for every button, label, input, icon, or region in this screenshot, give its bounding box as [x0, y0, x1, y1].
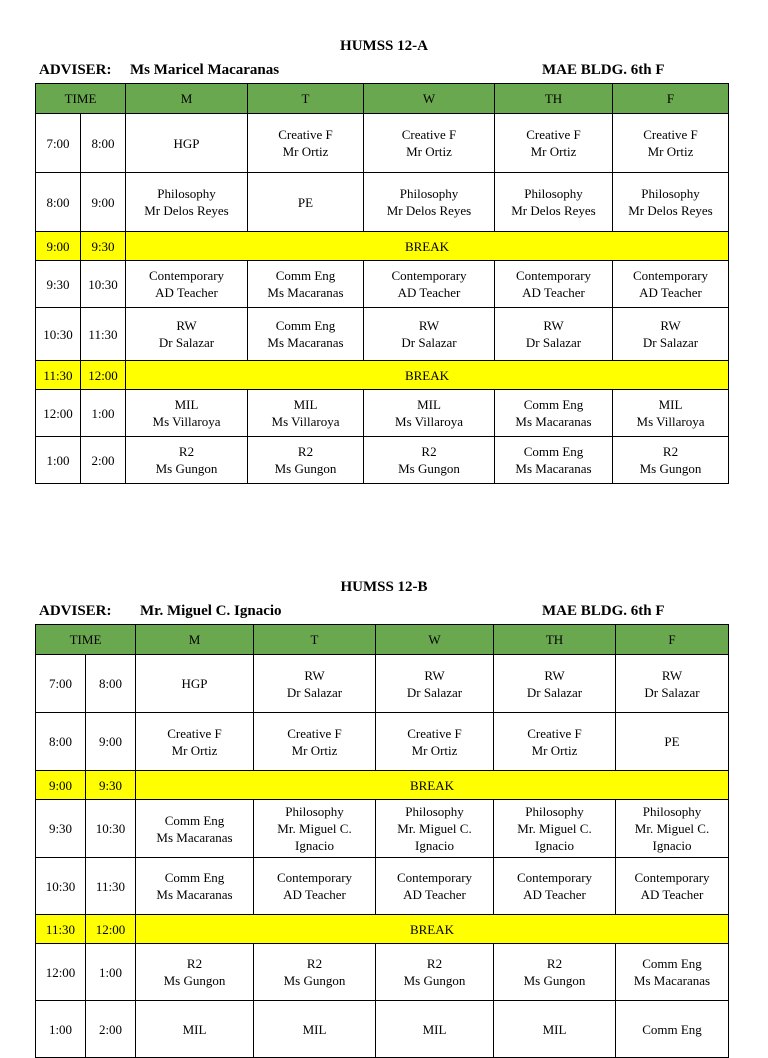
schedule-row	[36, 713, 729, 771]
class-cell	[248, 261, 364, 308]
subject-name: Comm Eng	[164, 812, 225, 828]
header-row	[36, 84, 729, 114]
teacher-name: AD Teacher	[522, 285, 585, 300]
end-time-cell: 10:30	[81, 261, 126, 308]
start-time-cell: 11:30	[36, 361, 81, 390]
break-row	[36, 915, 729, 944]
teacher-name: Ms Gungon	[523, 973, 586, 988]
class-cell	[494, 858, 616, 915]
teacher-name: AD Teacher	[397, 285, 461, 300]
subject-name: Comm Eng	[275, 318, 336, 333]
subject-name: MIL	[293, 397, 318, 412]
class-cell	[616, 1001, 729, 1058]
class-cell	[613, 390, 729, 437]
subject-name: Philosophy	[399, 186, 459, 201]
teacher-name: Mr Ortiz	[531, 742, 578, 758]
day-header: M	[136, 625, 254, 655]
subject-name: Philosophy	[524, 186, 583, 201]
teacher-name: Ms Gungon	[155, 461, 218, 476]
subject-name: Creative F	[167, 725, 222, 741]
room-label: MAE BLDG. 6th F	[542, 62, 665, 78]
teacher-name: Ms Villaroya	[636, 414, 705, 429]
subject-name: RW	[418, 318, 440, 333]
start-time-cell: 9:00	[36, 232, 81, 261]
subject-name: RW	[660, 318, 681, 333]
start-time-cell: 12:00	[36, 944, 86, 1001]
teacher-name: Mr Ortiz	[406, 144, 452, 159]
class-cell	[495, 261, 613, 308]
subject-name: Creative F	[278, 127, 333, 142]
class-cell	[254, 1001, 376, 1058]
subject-name: Creative F	[526, 127, 581, 142]
class-cell	[495, 437, 613, 484]
start-time-cell: 7:00	[36, 655, 86, 713]
time-header: TIME	[36, 625, 136, 655]
teacher-name: AD Teacher	[640, 887, 704, 902]
teacher-name: AD Teacher	[523, 887, 586, 902]
subject-name: RW	[661, 667, 683, 683]
schedule-row	[36, 173, 729, 232]
subject-name: Contemporary	[634, 870, 710, 885]
subject-name: Contemporary	[516, 870, 593, 885]
subject-name: Comm Eng	[523, 444, 584, 459]
class-cell	[364, 437, 495, 484]
teacher-name: Mr Ortiz	[282, 144, 329, 159]
teacher-name: Ignacio	[415, 838, 454, 853]
class-cell	[376, 858, 494, 915]
subject-name: PE	[297, 194, 314, 210]
teacher-name: AD Teacher	[403, 887, 466, 902]
class-cell	[616, 944, 729, 1001]
teacher-name: Mr Ortiz	[171, 742, 218, 758]
subject-name: Contemporary	[148, 268, 225, 283]
day-header: M	[126, 84, 248, 114]
class-cell	[126, 173, 248, 232]
break-row	[36, 361, 729, 390]
class-cell	[495, 390, 613, 437]
class-cell	[126, 308, 248, 361]
break-cell: BREAK	[126, 232, 729, 261]
class-cell	[364, 308, 495, 361]
adviser-name: Mr. Miguel C. Ignacio	[140, 603, 282, 619]
class-cell	[613, 114, 729, 173]
teacher-name: Mr Ortiz	[647, 144, 694, 159]
teacher-name: Ignacio	[295, 838, 334, 853]
class-cell	[248, 437, 364, 484]
subject-name: Philosophy	[525, 804, 584, 819]
class-cell	[254, 858, 376, 915]
subject-name: RW	[543, 318, 564, 333]
day-header: TH	[494, 625, 616, 655]
end-time-cell: 9:30	[81, 232, 126, 261]
break-cell: BREAK	[126, 361, 729, 390]
teacher-name: Ms Macaranas	[515, 461, 592, 476]
teacher-name: Mr Delos Reyes	[144, 203, 229, 218]
break-row	[36, 232, 729, 261]
class-cell	[126, 437, 248, 484]
teacher-name: Ms Gungon	[398, 461, 460, 476]
teacher-name: AD Teacher	[155, 285, 218, 300]
teacher-name: Mr. Miguel C.	[277, 821, 352, 836]
teacher-name: Ms Gungon	[283, 973, 346, 988]
end-time-cell: 9:00	[81, 173, 126, 232]
start-time-cell: 8:00	[36, 713, 86, 771]
subject-name: Contemporary	[632, 268, 709, 283]
start-time-cell: 9:30	[36, 800, 86, 858]
subject-name: Comm Eng	[642, 1021, 702, 1037]
start-time-cell: 9:00	[36, 771, 86, 800]
teacher-name: AD Teacher	[283, 887, 346, 902]
class-cell	[376, 1001, 494, 1058]
subject-name: Comm Eng	[642, 956, 702, 971]
class-cell	[126, 390, 248, 437]
teacher-name: Dr Salazar	[526, 684, 583, 700]
class-cell	[364, 261, 495, 308]
subject-name: MIL	[658, 397, 683, 412]
subject-name: HGP	[181, 676, 208, 691]
subject-name: Creative F	[643, 127, 698, 142]
end-time-cell: 1:00	[81, 390, 126, 437]
subject-name: R2	[426, 956, 443, 971]
subject-name: HGP	[173, 135, 200, 151]
teacher-name: Mr Ortiz	[530, 144, 577, 159]
schedule-row	[36, 858, 729, 915]
class-cell	[494, 944, 616, 1001]
start-time-cell: 1:00	[36, 437, 81, 484]
end-time-cell: 9:30	[86, 771, 136, 800]
subject-name: MIL	[302, 1021, 327, 1037]
class-cell	[248, 114, 364, 173]
subject-name: Philosophy	[157, 186, 216, 201]
class-cell	[254, 800, 376, 858]
subject-name: R2	[662, 444, 679, 459]
class-cell	[136, 858, 254, 915]
time-header: TIME	[36, 84, 126, 114]
subject-name: RW	[424, 667, 445, 683]
end-time-cell: 12:00	[81, 361, 126, 390]
teacher-name: Ms Gungon	[274, 461, 337, 476]
teacher-name: Dr Salazar	[158, 335, 215, 350]
teacher-name: Ms Macaranas	[633, 973, 711, 988]
teacher-name: AD Teacher	[639, 285, 702, 300]
section-title: HUMSS 12-B	[340, 579, 428, 595]
schedule-row	[36, 437, 729, 484]
subject-name: RW	[544, 667, 565, 683]
class-cell	[613, 261, 729, 308]
class-cell	[254, 713, 376, 771]
subject-name: Creative F	[527, 725, 582, 741]
schedule-table	[35, 624, 729, 1058]
day-header: TH	[495, 84, 613, 114]
class-cell	[376, 655, 494, 713]
subject-name: PE	[664, 734, 680, 749]
schedule-row	[36, 1001, 729, 1058]
room-label: MAE BLDG. 6th F	[542, 603, 665, 619]
teacher-name: Dr Salazar	[642, 335, 699, 350]
class-cell	[364, 114, 495, 173]
teacher-name: Ignacio	[535, 838, 574, 853]
schedule-row	[36, 655, 729, 713]
class-cell	[136, 800, 254, 858]
class-cell	[494, 655, 616, 713]
schedule-row	[36, 944, 729, 1001]
subject-name: Philosophy	[405, 804, 464, 819]
schedule-row	[36, 114, 729, 173]
class-cell	[136, 655, 254, 713]
class-cell	[495, 114, 613, 173]
end-time-cell: 8:00	[81, 114, 126, 173]
end-time-cell: 1:00	[86, 944, 136, 1001]
subject-name: R2	[421, 444, 437, 459]
subject-name: Philosophy	[642, 804, 702, 819]
day-header: T	[248, 84, 364, 114]
class-cell	[616, 858, 729, 915]
subject-name: Comm Eng	[275, 268, 336, 283]
class-cell	[376, 713, 494, 771]
class-cell	[495, 308, 613, 361]
subject-name: Creative F	[407, 725, 462, 741]
subject-name: Comm Eng	[164, 870, 225, 885]
teacher-name: Ms Macaranas	[156, 829, 233, 845]
subject-name: Contemporary	[515, 268, 592, 283]
subject-name: R2	[297, 444, 314, 459]
subject-name: Contemporary	[276, 870, 353, 885]
class-cell	[616, 655, 729, 713]
subject-name: MIL	[417, 397, 441, 412]
start-time-cell: 9:30	[36, 261, 81, 308]
class-cell	[248, 308, 364, 361]
class-cell	[136, 944, 254, 1001]
class-cell	[616, 713, 729, 771]
end-time-cell: 2:00	[86, 1001, 136, 1058]
end-time-cell: 10:30	[86, 800, 136, 858]
class-cell	[254, 944, 376, 1001]
teacher-name: Ms Gungon	[403, 973, 466, 988]
teacher-name: Ms Villaroya	[152, 414, 221, 429]
teacher-name: Ms Macaranas	[267, 285, 344, 300]
start-time-cell: 1:00	[36, 1001, 86, 1058]
class-cell	[613, 173, 729, 232]
class-cell	[494, 713, 616, 771]
class-cell	[136, 713, 254, 771]
class-cell	[376, 800, 494, 858]
teacher-name: Mr Delos Reyes	[386, 203, 472, 218]
subject-name: Contemporary	[396, 870, 473, 885]
break-cell: BREAK	[136, 771, 729, 800]
class-cell	[136, 1001, 254, 1058]
day-header: T	[254, 625, 376, 655]
subject-name: Philosophy	[641, 186, 700, 201]
subject-name: Creative F	[287, 725, 342, 741]
start-time-cell: 12:00	[36, 390, 81, 437]
schedule-row	[36, 390, 729, 437]
teacher-name: Mr. Miguel C.	[397, 821, 472, 836]
end-time-cell: 11:30	[86, 858, 136, 915]
subject-name: Comm Eng	[523, 397, 584, 412]
teacher-name: Dr Salazar	[644, 684, 700, 700]
adviser-label: ADVISER:	[39, 603, 112, 619]
teacher-name: Dr Salazar	[406, 684, 463, 700]
class-cell	[613, 437, 729, 484]
teacher-name: Dr Salazar	[286, 684, 343, 700]
class-cell	[616, 800, 729, 858]
teacher-name: Mr. Miguel C.	[634, 821, 710, 836]
teacher-name: Dr Salazar	[401, 335, 457, 350]
subject-name: R2	[186, 956, 203, 971]
day-header: W	[376, 625, 494, 655]
start-time-cell: 7:00	[36, 114, 81, 173]
subject-name: MIL	[174, 397, 199, 412]
subject-name: R2	[178, 444, 195, 459]
subject-name: R2	[306, 956, 323, 971]
teacher-name: Ms Macaranas	[156, 887, 233, 902]
header-row	[36, 625, 729, 655]
teacher-name: Mr. Miguel C.	[517, 821, 592, 836]
start-time-cell: 11:30	[36, 915, 86, 944]
class-cell	[364, 173, 495, 232]
adviser-name: Ms Maricel Macaranas	[130, 62, 280, 78]
schedule-row	[36, 800, 729, 858]
class-cell	[248, 390, 364, 437]
day-header: W	[364, 84, 495, 114]
end-time-cell: 11:30	[81, 308, 126, 361]
schedule-table	[35, 83, 729, 484]
subject-name: MIL	[182, 1021, 207, 1037]
subject-name: RW	[304, 667, 325, 683]
day-header: F	[616, 625, 729, 655]
section-title: HUMSS 12-A	[340, 38, 428, 54]
adviser-label: ADVISER:	[39, 62, 112, 78]
class-cell	[126, 261, 248, 308]
class-cell	[254, 655, 376, 713]
teacher-name: Dr Salazar	[525, 335, 582, 350]
schedule-row	[36, 261, 729, 308]
class-cell	[495, 173, 613, 232]
teacher-name: Ms Villaroya	[395, 414, 463, 429]
end-time-cell: 2:00	[81, 437, 126, 484]
subject-name: Philosophy	[285, 804, 344, 819]
class-cell	[613, 308, 729, 361]
teacher-name: Ms Macaranas	[515, 414, 592, 429]
teacher-name: Ms Gungon	[639, 461, 702, 476]
teacher-name: Ms Villaroya	[271, 414, 340, 429]
start-time-cell: 8:00	[36, 173, 81, 232]
subject-name: MIL	[422, 1021, 447, 1037]
subject-name: Creative F	[401, 127, 457, 142]
subject-name: R2	[546, 956, 563, 971]
teacher-name: Mr Ortiz	[291, 742, 338, 758]
start-time-cell: 10:30	[36, 308, 81, 361]
end-time-cell: 9:00	[86, 713, 136, 771]
class-cell	[494, 800, 616, 858]
teacher-name: Ms Gungon	[163, 973, 226, 988]
class-cell	[494, 1001, 616, 1058]
subject-name: MIL	[542, 1021, 567, 1037]
teacher-name: Ms Macaranas	[267, 335, 344, 350]
teacher-name: Mr Ortiz	[411, 742, 458, 758]
teacher-name: Mr Delos Reyes	[511, 203, 596, 218]
start-time-cell: 10:30	[36, 858, 86, 915]
class-cell	[376, 944, 494, 1001]
break-row	[36, 771, 729, 800]
class-cell	[364, 390, 495, 437]
subject-name: Contemporary	[391, 268, 467, 283]
subject-name: RW	[176, 318, 197, 333]
teacher-name: Mr Delos Reyes	[628, 203, 713, 218]
schedule-row	[36, 308, 729, 361]
day-header: F	[613, 84, 729, 114]
teacher-name: Ignacio	[652, 838, 692, 853]
end-time-cell: 8:00	[86, 655, 136, 713]
break-cell: BREAK	[136, 915, 729, 944]
end-time-cell: 12:00	[86, 915, 136, 944]
class-cell	[248, 173, 364, 232]
class-cell	[126, 114, 248, 173]
